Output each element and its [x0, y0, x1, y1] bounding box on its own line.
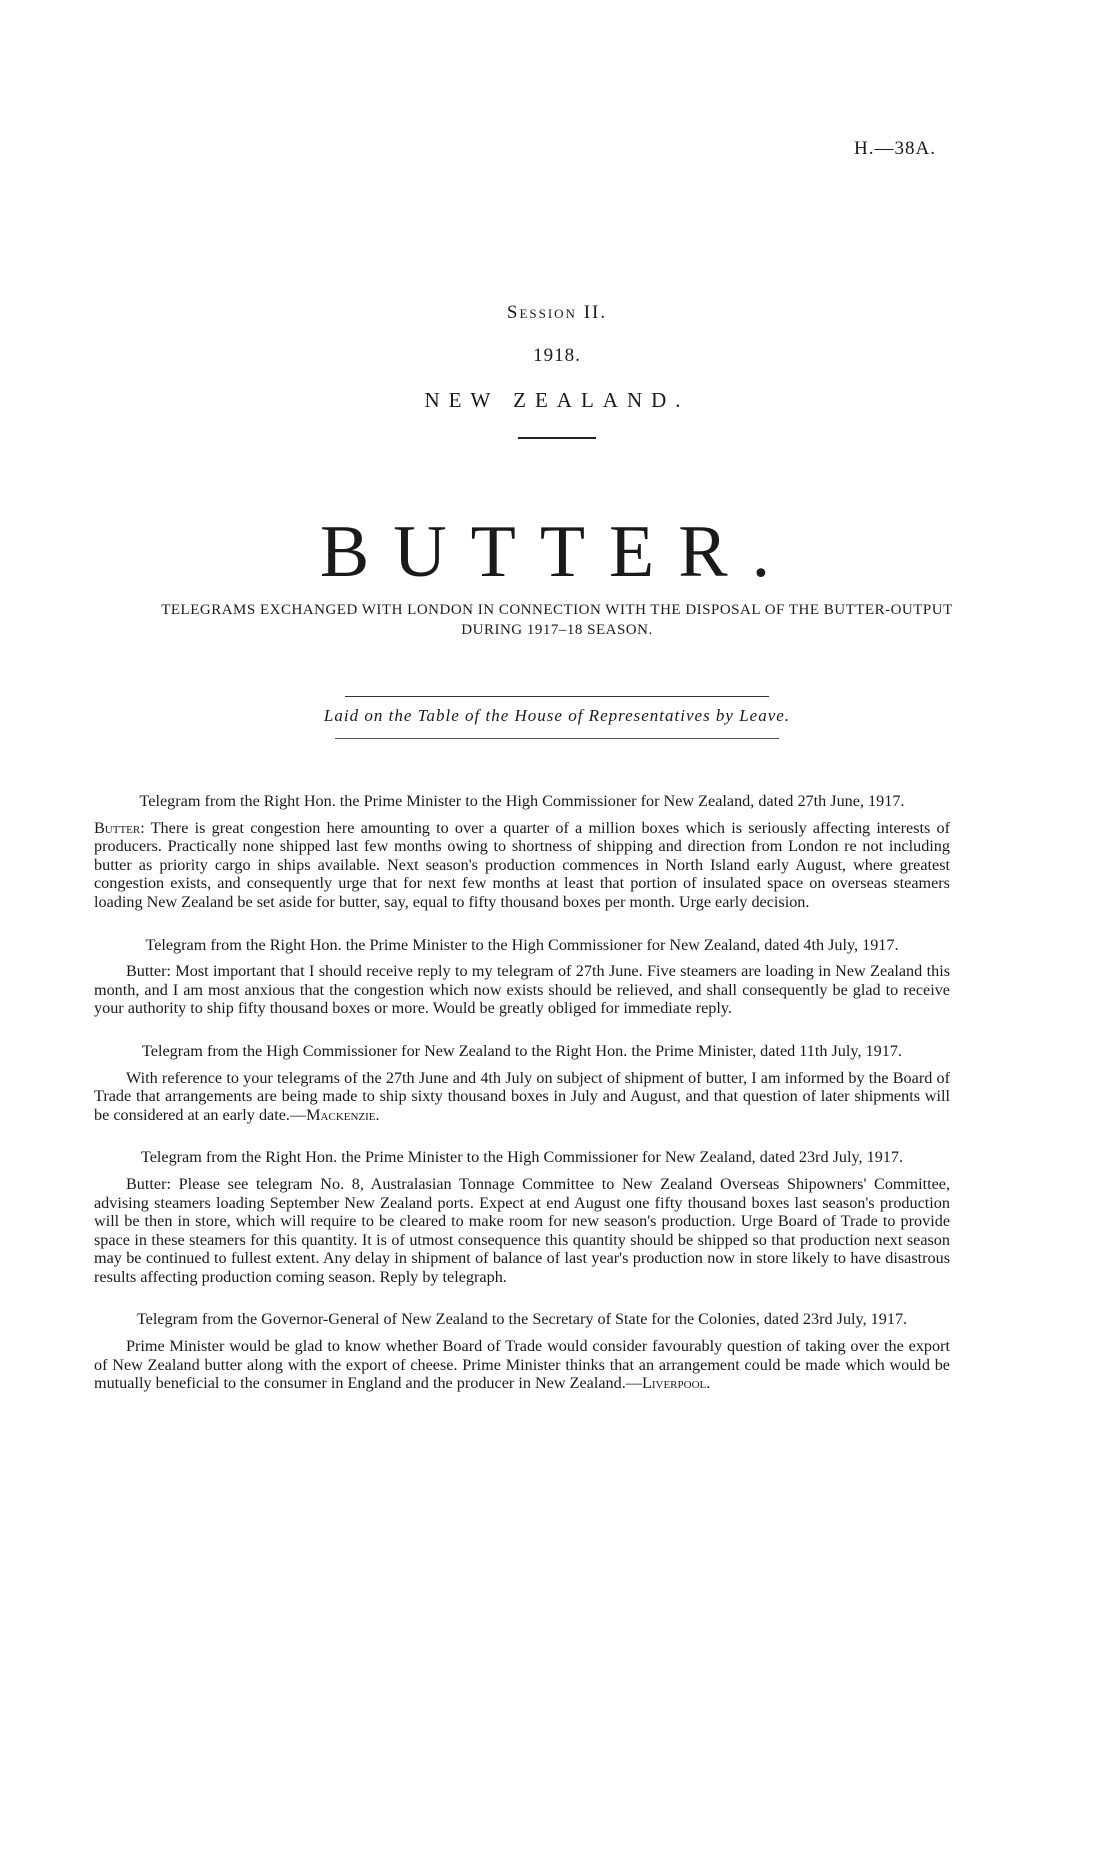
title-divider	[518, 437, 596, 439]
session-label: Session II.	[506, 302, 608, 323]
signature: Mackenzie.	[306, 1105, 380, 1124]
upper-rule	[345, 696, 769, 697]
telegram-header: Telegram from the Governor-General of New Zealand to the Secretary of State for the Colonies, dated 23rd July, 1917.	[136, 1310, 908, 1329]
telegram-3	[94, 1042, 950, 1124]
telegram-header: Telegram from the Right Hon. the Prime Minister to the High Commissioner for New Zealand, dated 23rd July, 1917.	[140, 1148, 904, 1167]
telegram-header: Telegram from the Right Hon. the Prime Minister to the High Commissioner for New Zealand, dated 4th July, 1917.	[145, 935, 899, 954]
telegram-2	[94, 936, 950, 1018]
telegram-body: Butter: Please see telegram No. 8, Australasian Tonnage Committee to New Zealand Overseas Shipowners' Committee, advising steamers loading September New Zealand ports. Expect at end August one fifty thousand boxes last season's production will be then in store, which will require to be cleared to make room for new season's production. Urge Board of Trade to provide space in these steamers for this quantity. It is of utmost consequence this quantity should be shipped so that production next season may be continued to fullest extent. Any delay in shipment of balance of last year's production now in store likely to have disastrous results affecting production coming season. Reply by telegraph.	[94, 1174, 951, 1286]
telegram-body: Prime Minister would be glad to know whether Board of Trade would consider favourably question of taking over the export of New Zealand butter along with the export of cheese. Prime Minister thinks that an arrangement could be made which would be mutually beneficial to the consumer in England and the producer in New Zealand.—Liverpool.	[94, 1337, 950, 1393]
telegram-5	[94, 1310, 950, 1392]
lower-rule	[335, 738, 779, 739]
country-label: NEW ZEALAND.	[424, 388, 690, 412]
telegram-body: With reference to your telegrams of the 27th June and 4th July on subject of shipment of butter, I am informed by the Board of Trade that arrangements are being made to ship sixty thousand boxes in July and August, and that question of later shipments will be considered at an early date.—Mackenzie.	[94, 1068, 950, 1124]
year-label: 1918.	[533, 345, 581, 366]
telegram-header: Telegram from the High Commissioner for New Zealand to the Right Hon. the Prime Minister, dated 11th July, 1917.	[142, 1041, 902, 1060]
telegram-body: Butter: Most important that I should receive reply to my telegram of 27th June. Five steamers are loading in New Zealand this month, and I am most anxious that the congestion which now exists should be relieved, and shall consequently be glad to receive your authority to ship fifty thousand boxes or more. Would be greatly obliged for immediate reply.	[94, 962, 951, 1018]
telegram-header: Telegram from the Right Hon. the Prime Minister to the High Commissioner for New Zealand, dated 27th June, 1917.	[139, 792, 905, 810]
laid-on-table-note: Laid on the Table of the House of Representatives by Leave.	[323, 706, 791, 725]
telegram-4	[94, 1148, 950, 1286]
telegram-body: Butter: There is great congestion here amounting to over a quarter of a million boxes which is seriously affecting interests of producers. Practically none shipped last few months owing to shortness of shipping and direction from London re not including butter as priority cargo in ships available. Next season's production commences in North Island early August, where greatest congestion exists, and consequently urge that for next few months at least that portion of insulated space on overseas steamers loading New Zealand be set aside for butter, say, equal to fifty thousand boxes per month. Urge early decision.	[94, 818, 950, 911]
telegram-list	[94, 792, 950, 1417]
document-subtitle: TELEGRAMS EXCHANGED WITH LONDON IN CONNECTION WITH THE DISPOSAL OF THE BUTTER-OUTPUT DURING 1917–18 SEASON.	[161, 602, 953, 638]
page-reference: H.—38A.	[854, 138, 936, 159]
document-title: BUTTER.	[319, 511, 795, 593]
signature: Liverpool.	[641, 1374, 711, 1393]
telegram-1	[94, 792, 950, 912]
